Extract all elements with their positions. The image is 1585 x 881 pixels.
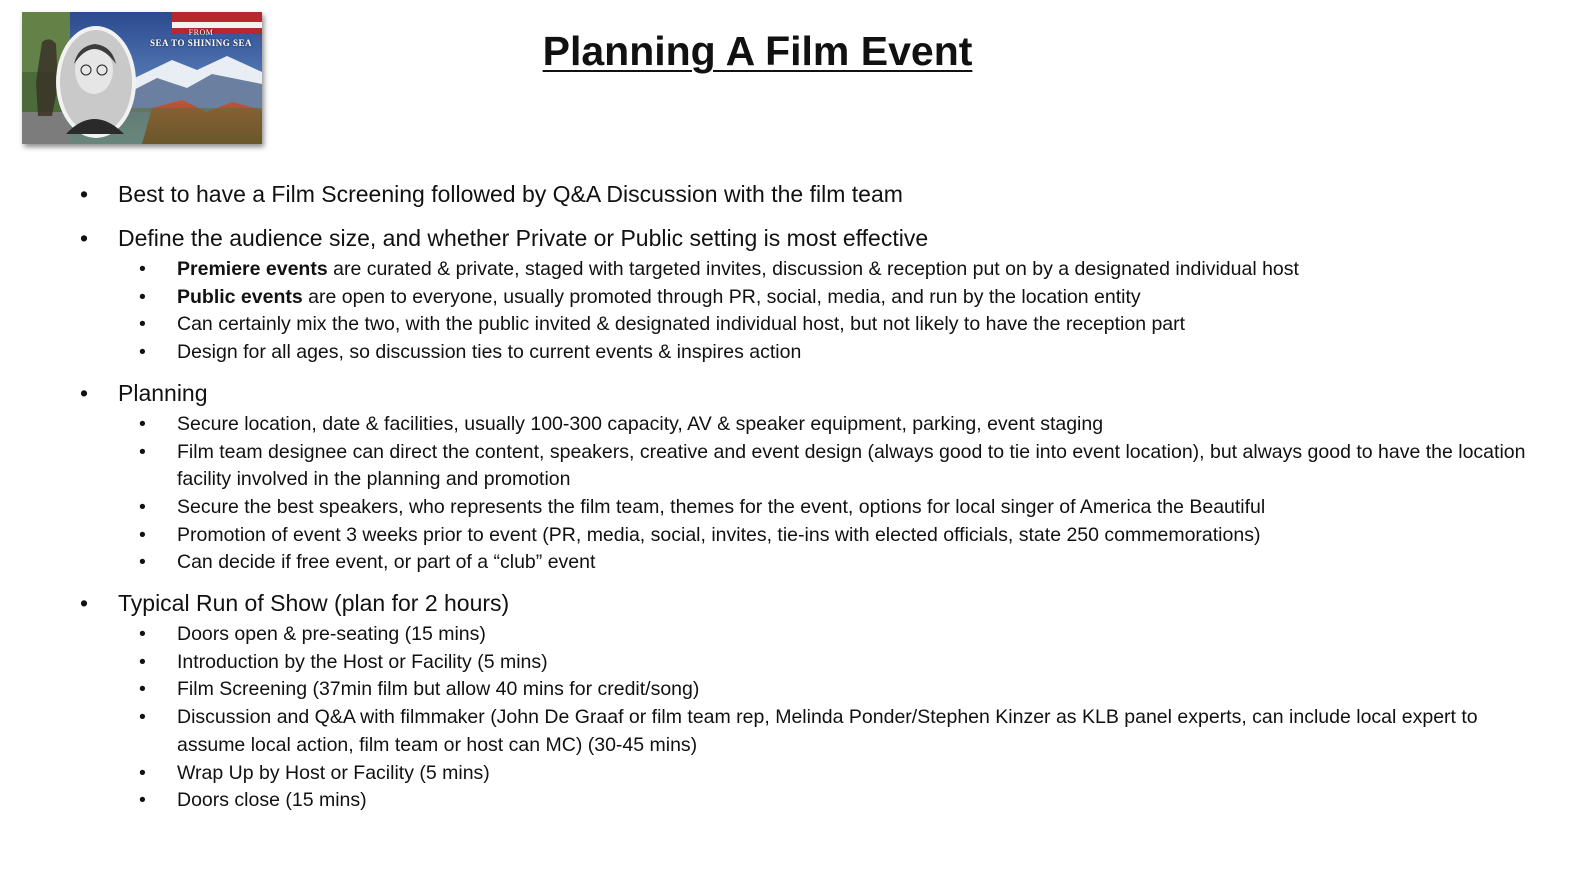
bullet-icon: • <box>139 495 146 518</box>
section-item <box>78 220 1548 367</box>
sub-bullet-text: Secure location, date & facilities, usually 100-300 capacity, AV & speaker equipment, parking, event staging <box>177 412 1104 435</box>
bullet-icon: • <box>139 761 146 784</box>
sub-bullet-text: Can certainly mix the two, with the public invited & designated individual host, but not likely to have the reception part <box>177 313 1186 336</box>
sub-bullet-item <box>78 649 1548 677</box>
sub-bullet-item <box>78 284 1548 312</box>
sub-bullet-text: Promotion of event 3 weeks prior to event (PR, media, social, invites, tie-ins with elected officials, state 250 commemorations) <box>177 523 1261 546</box>
sub-bullet-text: Doors open & pre-seating (15 mins) <box>177 623 486 646</box>
sub-bullet-list <box>78 411 1548 577</box>
sub-bullet-item <box>78 704 1548 759</box>
bullet-icon: • <box>139 650 146 673</box>
sub-bullet-item <box>78 522 1548 550</box>
bullet-icon: • <box>80 590 89 617</box>
sub-bullet-text: are open to everyone, usually promoted through PR, social, media, and run by the location entity <box>302 285 1141 308</box>
section-heading <box>78 220 1548 256</box>
bullet-icon: • <box>139 551 146 574</box>
bullet-list <box>78 176 1548 815</box>
sub-bullet-list <box>78 256 1548 367</box>
sub-bullet-text: Design for all ages, so discussion ties to current events & inspires action <box>177 341 802 364</box>
sub-bullet-item <box>78 494 1548 522</box>
sub-bullet-item <box>78 787 1548 815</box>
section-text: Typical Run of Show (plan for 2 hours) <box>118 590 510 617</box>
section-item <box>78 375 1548 577</box>
bullet-icon: • <box>139 523 146 546</box>
sub-bullet-item <box>78 760 1548 788</box>
sub-bullet-item <box>78 256 1548 284</box>
bullet-icon: • <box>139 706 146 729</box>
sub-bullet-item <box>78 339 1548 367</box>
sub-bullet-item <box>78 676 1548 704</box>
section-text: Planning <box>118 379 208 406</box>
sub-bullet-text: Film team designee can direct the content, speakers, creative and event design (always good to tie into event location), but always good to have the location facility involved in the planning and promotion <box>177 440 1526 491</box>
sub-bullet-item <box>78 621 1548 649</box>
section-text: Best to have a Film Screening followed by Q&A Discussion with the film team <box>118 181 903 207</box>
sub-bullet-bold-text: Premiere events <box>177 258 328 280</box>
sub-bullet-item <box>78 439 1548 494</box>
sub-bullet-text: Film Screening (37min film but allow 40 mins for credit/song) <box>177 678 700 701</box>
sub-bullet-list <box>78 621 1548 815</box>
sub-bullet-item <box>78 311 1548 339</box>
bullet-icon: • <box>80 225 89 251</box>
sub-bullet-text: Wrap Up by Host or Facility (5 mins) <box>177 761 490 784</box>
section-heading <box>78 176 1548 212</box>
bullet-icon: • <box>139 440 146 463</box>
bullet-icon: • <box>80 181 89 207</box>
sub-bullet-text: Discussion and Q&A with filmmaker (John De Graaf or film team rep, Melinda Ponder/Stephen Kinzer as KLB panel experts, can include local expert to assume local action, film team or host can MC) (30-45 mins) <box>177 706 1478 756</box>
section-heading <box>78 585 1548 621</box>
bullet-icon: • <box>139 623 146 646</box>
section-item <box>78 585 1548 815</box>
poster-caption-from: FROM <box>188 28 214 37</box>
sub-bullet-text: are curated & private, staged with targeted invites, discussion & reception put on by a designated individual host <box>327 258 1299 280</box>
sub-bullet-text: Can decide if free event, or part of a “club” event <box>177 551 596 574</box>
bullet-icon: • <box>139 412 146 435</box>
bullet-icon: • <box>139 789 146 812</box>
section-item <box>78 176 1548 212</box>
bullet-icon: • <box>139 313 146 336</box>
sub-bullet-text: Secure the best speakers, who represents the film team, themes for the event, options for local singer of America the Beautiful <box>177 495 1266 518</box>
sub-bullet-text: Introduction by the Host or Facility (5 mins) <box>177 650 548 673</box>
bullet-icon: • <box>139 341 146 364</box>
bullet-icon: • <box>139 678 146 701</box>
sub-bullet-item <box>78 411 1548 439</box>
poster-caption-title: SEA TO SHINING SEA <box>150 38 252 48</box>
sub-bullet-bold-text: Public events <box>177 285 303 308</box>
sub-bullet-item <box>78 549 1548 577</box>
bullet-icon: • <box>139 285 146 308</box>
slide-content <box>78 176 1548 823</box>
section-heading <box>78 375 1548 411</box>
slide-title: Planning A Film Event <box>542 28 973 74</box>
bullet-icon: • <box>80 379 89 406</box>
sub-bullet-text: Doors close (15 mins) <box>177 789 367 812</box>
bullet-icon: • <box>139 258 146 280</box>
section-text: Define the audience size, and whether Private or Public setting is most effective <box>118 225 929 251</box>
